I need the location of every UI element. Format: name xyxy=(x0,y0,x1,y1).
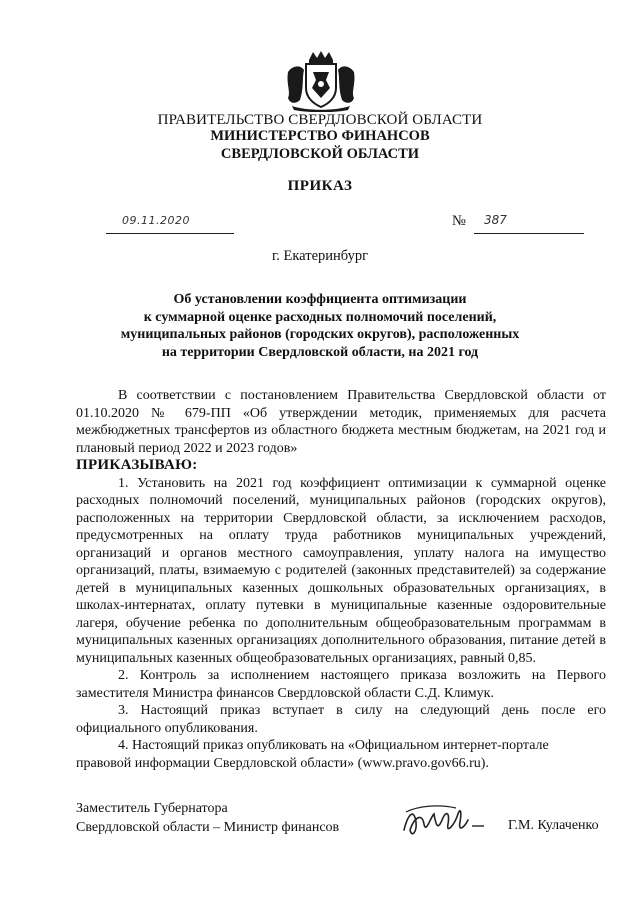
signer-position xyxy=(76,799,339,837)
number-label: № xyxy=(452,213,466,229)
subject-line: на территории Свердловской области, на 2021 год xyxy=(161,344,479,360)
document-subject xyxy=(0,291,640,361)
ministry-name: МИНИСТЕРСТВО ФИНАНСОВ xyxy=(210,128,430,144)
preamble-paragraph: В соответствии с постановлением Правительства Свердловской области от 01.10.2020 № 679-ПП «Об утверждении методик, применяемых для расчета межбюджетных трансфертов из областного бюджета местным бюджетам, на 2021 год и плановый период 2022 и 2023 годов» xyxy=(76,388,606,456)
signer-name: Г.М. Кулаченко xyxy=(508,818,599,833)
signer-position-line: Свердловской области – Министр финансов xyxy=(76,820,340,835)
document-type: ПРИКАЗ xyxy=(287,178,353,194)
subject-line: муниципальных районов (городских округов), расположенных xyxy=(120,327,520,342)
signer-position-line: Заместитель Губернатора xyxy=(76,801,228,816)
coat-of-arms-emblem xyxy=(282,50,360,112)
order-item-1: 1. Установить на 2021 год коэффициент оптимизации к суммарной оценке расходных полномочий поселений, муниципальных районов (городских округов), расположенных на территории Свердловской области, за исключением расходов, предусмотренных на оплату труда работников муниципальных учреждений, организаций и органов местного самоуправления, уплату налога на имущество организаций, платы, взимаемую с родителей (законных представителей) за содержание детей в муниципальных казенных дошкольных образовательных организациях, в школах-интернатах, оплату путевки в муниципальные казенные оздоровительные лагеря, обучение ребенка по дополнительным общеобразовательным программам в муниципальных казенных организациях дополнительного образования, питание детей в муниципальных казенных общеобразовательных организациях, равный 0,85. xyxy=(76,475,606,666)
order-item-2: 2. Контроль за исполнением настоящего приказа возложить на Первого заместителя Министра финансов Свердловской области С.Д. Климук. xyxy=(76,668,606,701)
government-name: ПРАВИТЕЛЬСТВО СВЕРДЛОВСКОЙ ОБЛАСТИ xyxy=(157,112,483,128)
document-body xyxy=(76,387,606,772)
order-item-4: 4. Настоящий приказ опубликовать на «Официальном интернет-портале правовой информации Свердловской области» (www.pravo.gov66.ru). xyxy=(76,738,549,771)
handwritten-signature xyxy=(398,800,490,844)
subject-line: Об установлении коэффициента оптимизации xyxy=(173,292,467,307)
subject-line: к суммарной оценке расходных полномочий поселений, xyxy=(143,309,497,325)
document-number: 387 xyxy=(484,213,507,227)
order-item-3: 3. Настоящий приказ вступает в силу на следующий день после его официального опубликования. xyxy=(76,703,606,736)
city: г. Екатеринбург xyxy=(271,248,369,264)
region-name: СВЕРДЛОВСКОЙ ОБЛАСТИ xyxy=(220,146,420,162)
order-keyword: ПРИКАЗЫВАЮ: xyxy=(76,457,198,473)
document-date: 09.11.2020 xyxy=(122,214,190,227)
